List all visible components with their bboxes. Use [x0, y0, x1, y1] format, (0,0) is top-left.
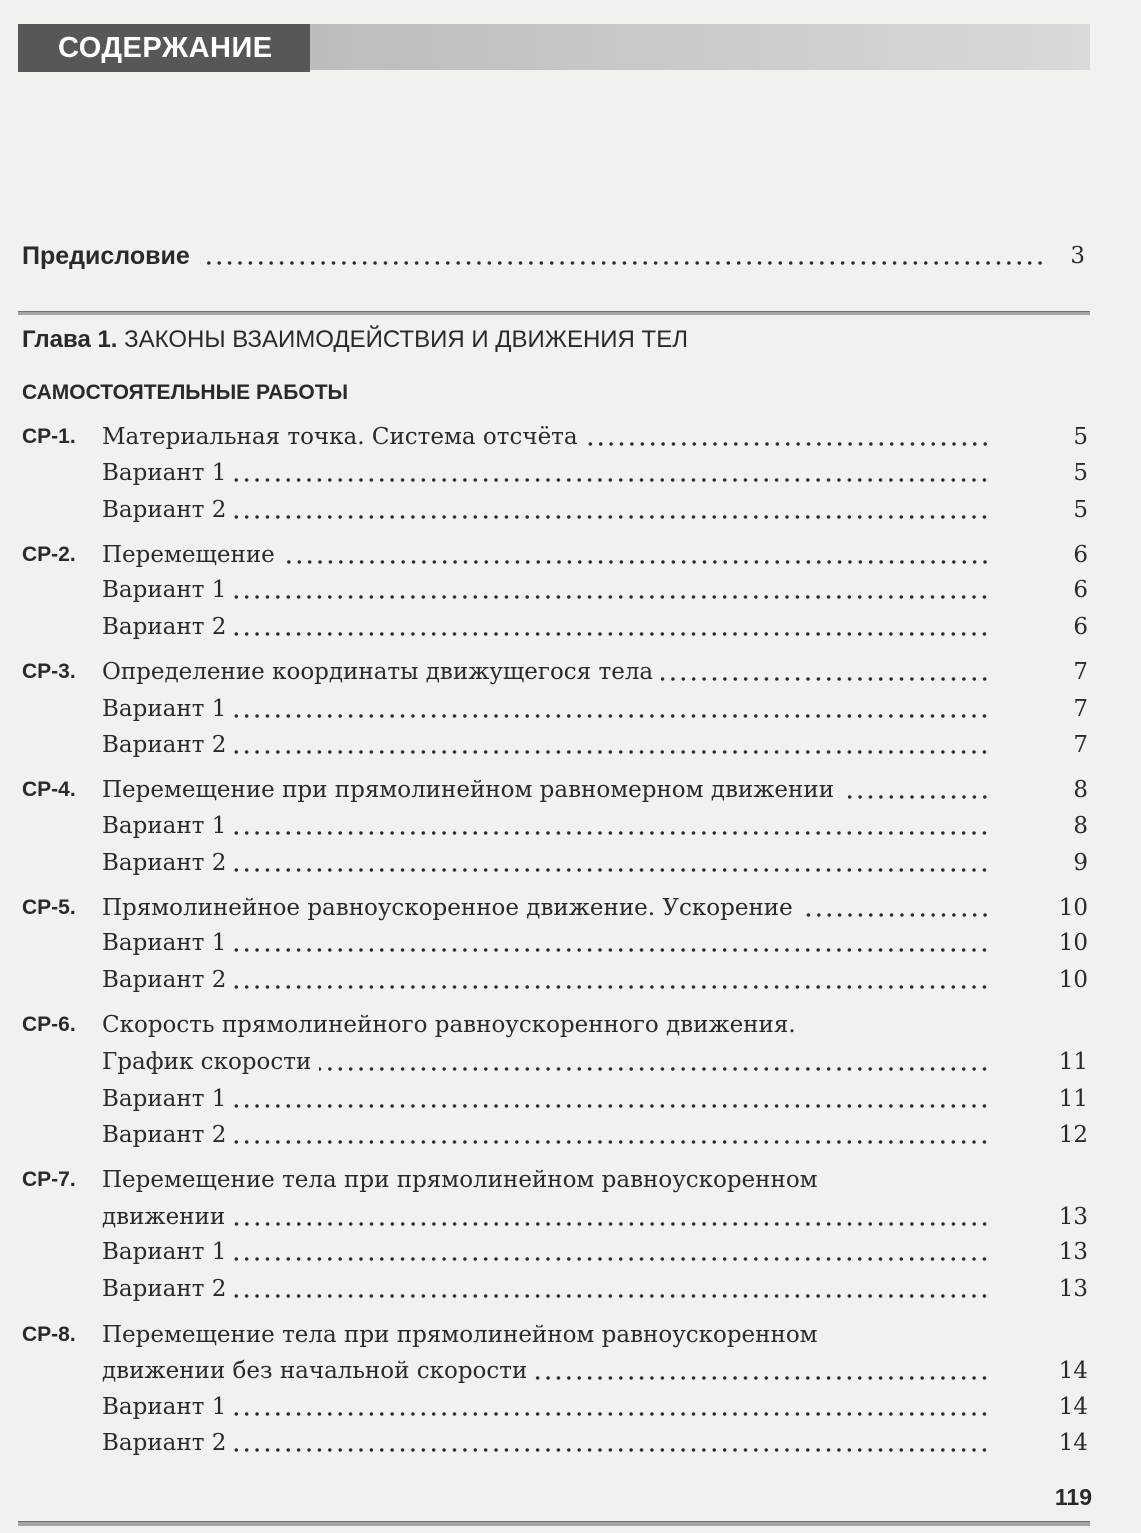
page-number: 7 [1073, 659, 1088, 685]
chapter-title: ЗАКОНЫ ВЗАИМОДЕЙСТВИЯ И ДВИЖЕНИЯ ТЕЛ [124, 326, 688, 353]
toc-variant [0, 848, 1141, 878]
variant-label: Вариант 1 [102, 813, 227, 839]
dot-leader [283, 540, 990, 570]
footer-divider [18, 1521, 1090, 1526]
variant-label: Вариант 1 [102, 1086, 227, 1112]
page-number: 6 [1073, 542, 1088, 568]
header-bar-extension [310, 24, 1090, 70]
entry-code: СР-7. [22, 1168, 76, 1191]
page-number: 5 [1073, 497, 1088, 523]
section-heading: САМОСТОЯТЕЛЬНЫЕ РАБОТЫ [22, 381, 349, 404]
chapter-heading [22, 324, 688, 356]
variant-label: Вариант 2 [102, 1122, 227, 1148]
toc-variant [0, 458, 1141, 488]
page-number: 10 [1058, 967, 1088, 993]
chapter-prefix: Глава 1. [22, 326, 118, 353]
page-number: 13 [1058, 1204, 1088, 1230]
toc-variant [0, 1274, 1141, 1304]
variant-label: Вариант 2 [102, 1276, 227, 1302]
dot-leader [229, 1237, 990, 1267]
toc-entry [0, 893, 1141, 923]
page-number: 14 [1058, 1394, 1088, 1420]
page-number: 8 [1073, 813, 1088, 839]
dot-leader [229, 965, 990, 995]
entry-title: Перемещение при прямолинейном равномерном движении [102, 777, 835, 803]
toc-variant [0, 811, 1141, 841]
variant-label: Вариант 2 [102, 1430, 227, 1456]
page-number: 11 [1058, 1049, 1088, 1075]
toc-entry-preface [22, 240, 1045, 272]
toc-entry [0, 540, 1141, 570]
dot-leader [229, 495, 990, 525]
toc-variant [0, 1084, 1141, 1114]
dot-leader [229, 848, 990, 878]
toc-variant [0, 928, 1141, 958]
variant-label: Вариант 1 [102, 696, 227, 722]
toc-variant [0, 730, 1141, 760]
toc-entry-continuation [0, 1356, 1141, 1386]
variant-label: Вариант 1 [102, 1239, 227, 1265]
variant-label: Вариант 2 [102, 967, 227, 993]
entry-title: Перемещение тела при прямолинейном равноускоренном [102, 1322, 818, 1348]
dot-leader [229, 1274, 990, 1304]
dot-leader [229, 1120, 990, 1150]
page-title: СОДЕРЖАНИЕ [58, 32, 273, 64]
entry-title: Перемещение тела при прямолинейном равноускоренном [102, 1167, 818, 1193]
preface-label: Предисловие [22, 242, 190, 270]
toc-entry-continuation [0, 1202, 1141, 1232]
dot-leader [319, 1047, 990, 1077]
page-number: 11 [1058, 1086, 1088, 1112]
dot-leader [229, 612, 990, 642]
page-number: 6 [1073, 577, 1088, 603]
entry-code: СР-6. [22, 1013, 76, 1036]
page-number: 6 [1073, 614, 1088, 640]
dot-leader [229, 928, 990, 958]
variant-label: Вариант 1 [102, 577, 227, 603]
toc-variant [0, 965, 1141, 995]
dot-leader [229, 575, 990, 605]
variant-label: Вариант 2 [102, 850, 227, 876]
entry-title: Скорость прямолинейного равноускоренного движения. [102, 1012, 796, 1038]
page-number: 14 [1058, 1358, 1088, 1384]
entry-title: Перемещение [102, 542, 275, 568]
dot-leader [586, 422, 990, 452]
entry-code: СР-8. [22, 1323, 76, 1346]
dot-leader [229, 811, 990, 841]
dot-leader [200, 240, 1045, 272]
dot-leader [229, 1084, 990, 1114]
toc-variant [0, 1237, 1141, 1267]
variant-label: Вариант 1 [102, 930, 227, 956]
page-number: 8 [1073, 777, 1088, 803]
entry-code: СР-5. [22, 896, 76, 919]
page-number: 13 [1058, 1276, 1088, 1302]
dot-leader [661, 657, 990, 687]
page-number: 12 [1058, 1122, 1088, 1148]
dot-leader [801, 893, 990, 923]
dot-leader [229, 694, 990, 724]
entry-title-continuation: График скорости [102, 1049, 312, 1075]
page-number: 3 [1070, 243, 1085, 269]
page-number: 10 [1058, 930, 1088, 956]
toc-variant [0, 1428, 1141, 1458]
entry-title-continuation: движении [102, 1204, 226, 1230]
page-number: 14 [1058, 1430, 1088, 1456]
entry-code: СР-3. [22, 660, 76, 683]
dot-leader [229, 458, 990, 488]
toc-variant [0, 1120, 1141, 1150]
toc-entry [0, 1165, 1141, 1195]
dot-leader [229, 730, 990, 760]
dot-leader [229, 1428, 990, 1458]
divider [18, 311, 1090, 315]
variant-label: Вариант 1 [102, 1394, 227, 1420]
dot-leader [535, 1356, 990, 1386]
variant-label: Вариант 2 [102, 732, 227, 758]
entry-title: Определение координаты движущегося тела [102, 659, 654, 685]
variant-label: Вариант 1 [102, 460, 227, 486]
page-number: 5 [1073, 460, 1088, 486]
toc-entry [0, 775, 1141, 805]
page-number: 10 [1058, 895, 1088, 921]
page-number: 5 [1073, 424, 1088, 450]
toc-variant [0, 495, 1141, 525]
variant-label: Вариант 2 [102, 614, 227, 640]
toc-variant [0, 1392, 1141, 1422]
entry-code: СР-1. [22, 425, 76, 448]
toc-variant [0, 694, 1141, 724]
toc-variant [0, 612, 1141, 642]
page-number: 7 [1073, 696, 1088, 722]
toc-variant [0, 575, 1141, 605]
toc-entry [0, 422, 1141, 452]
entry-title: Материальная точка. Система отсчёта [102, 424, 578, 450]
page-number: 7 [1073, 732, 1088, 758]
toc-entry [0, 1320, 1141, 1350]
entry-title-continuation: движении без начальной скорости [102, 1358, 528, 1384]
dot-leader [229, 1392, 990, 1422]
toc-entry [0, 1010, 1141, 1040]
dot-leader [233, 1202, 990, 1232]
folio-page-number: 119 [1054, 1484, 1092, 1510]
entry-title: Прямолинейное равноускоренное движение. Ускорение [102, 895, 793, 921]
entry-code: СР-4. [22, 778, 76, 801]
entry-code: СР-2. [22, 543, 76, 566]
toc-entry-continuation [0, 1047, 1141, 1077]
page-number: 9 [1073, 850, 1088, 876]
dot-leader [842, 775, 990, 805]
toc-entry [0, 657, 1141, 687]
header-bar [18, 24, 310, 72]
variant-label: Вариант 2 [102, 497, 227, 523]
page-number: 13 [1058, 1239, 1088, 1265]
